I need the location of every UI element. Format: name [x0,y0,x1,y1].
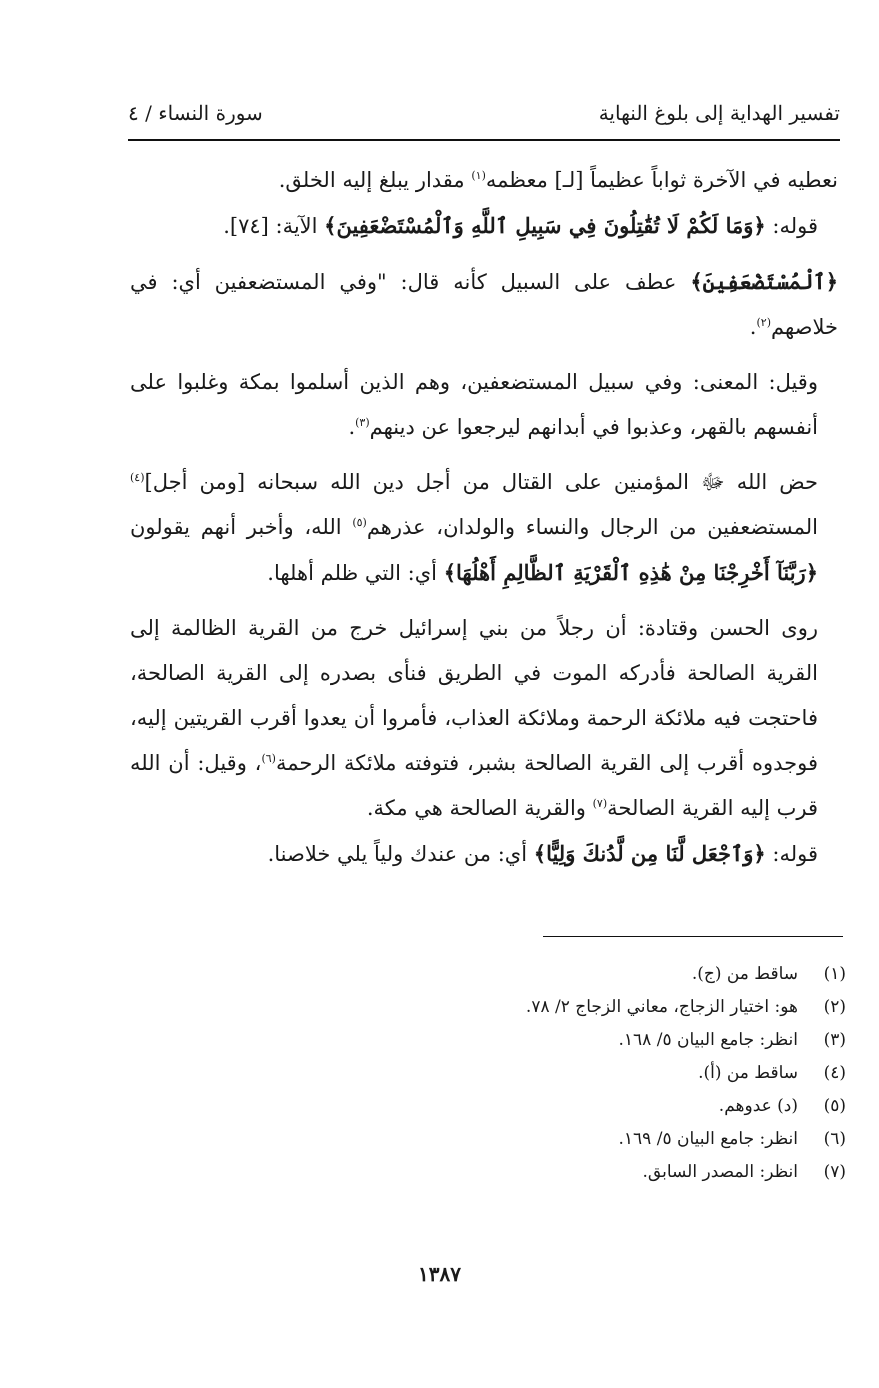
running-header [128,96,840,130]
text-run: حض الله ﷻ المؤمنين على القتال من أجل دين الله سبحانه [ومن أجل] [144,470,818,494]
text-run: نعطيه في الآخرة ثواباً عظيماً [لـ] معظمه [485,168,838,192]
quran-verse: ﴿ٱلْمُسْتَضْعَفِينَ﴾ [690,269,838,294]
footnote-ref-5: (٥) [352,516,367,529]
text-run: قوله: [765,214,818,238]
footnote-number: (٥) [823,1096,846,1116]
text-run: قوله: [765,842,818,866]
text-run: عطف على السبيل كأنه قال: "وفي المستضعفين أي: في خلاصهم [130,270,838,339]
text-run: أي: من عندك ولياً يلي خلاصنا. [267,842,534,866]
footnote-number: (٦) [823,1129,846,1149]
footnote-number: (٤) [823,1063,846,1083]
text-run: الله، وأخبر أنهم يقولون [130,515,353,539]
footnotes [300,958,846,1189]
text-run: مقدار يبلغ إليه الخلق. [278,168,472,192]
paragraph-1 [130,158,838,203]
header-rule [128,139,840,141]
footnote-ref-3: (٣) [355,416,370,429]
footnote-number: (٢) [823,997,846,1017]
footnote-item [300,1090,846,1123]
footnote-number: (٧) [823,1162,846,1182]
paragraph-2 [130,203,838,249]
footnote-text: ساقط من (أ). [698,1063,798,1083]
page-number: ١٣٨٧ [418,1262,461,1286]
paragraph-4 [130,360,838,450]
footnote-text: هو: اختيار الزجاج، معاني الزجاج ٢/ ٧٨. [525,997,798,1017]
footnote-rule [543,936,843,937]
quran-verse: ﴿رَبَّنَآ أَخْرِجْنَا مِنْ هَٰذِهِ ٱلْقَرْيَةِ ٱلظَّالِمِ أَهْلُهَا﴾ [443,560,818,585]
text-run: روى الحسن وقتادة: أن رجلاً من بني إسرائيل خرج من القرية الظالمة إلى القرية الصالحة فأدركه الموت في الطريق فنأى بصدره إلى القرية الصالحة، فاحتجت فيه ملائكة الرحمة وملائكة العذاب، فأمروا أن يعدوا أقرب القريتين إليه، فوجدوه أقرب إلى القرية الصالحة بشبر، فتوفته ملائكة الرحمة [130,616,818,775]
footnote-item [300,1024,846,1057]
quran-verse: ﴿وَٱجْعَل لَّنَا مِن لَّدُنكَ وَلِيًّا﴾ [533,841,766,866]
footnote-item [300,1057,846,1090]
quran-verse: ﴿وَمَا لَكُمْ لَا تُقَٰتِلُونَ فِي سَبِيلِ ٱللَّهِ وَٱلْمُسْتَضْعَفِينَ﴾ [324,213,766,238]
footnote-number: (٣) [823,1030,846,1050]
footnote-text: (د) عدوهم. [718,1096,798,1116]
text-run: . [749,315,757,339]
footnote-ref-4: (٤) [130,471,145,484]
footnote-item [300,1123,846,1156]
text-run: الآية: [٧٤]. [223,214,325,238]
book-title: تفسير الهداية إلى بلوغ النهاية [598,101,840,125]
paragraph-6 [130,606,838,831]
text-run: ، وقيل: أن الله قرب إليه القرية الصالحة [130,751,818,820]
footnote-ref-6: (٦) [261,752,276,765]
text-run: . [348,415,356,439]
footnote-ref-1: (١) [471,169,486,182]
text-run: المستضعفين من الرجال والنساء والولدان، عذرهم [366,515,818,539]
footnote-text: انظر: جامع البيان ٥/ ١٦٩. [618,1129,798,1149]
footnote-item [300,958,846,991]
footnote-ref-7: (٧) [592,797,608,810]
footnote-number: (١) [823,964,846,984]
paragraph-7 [130,831,838,877]
footnote-text: ساقط من (ج). [691,964,798,984]
footnote-item [300,1156,846,1189]
text-run: أي: التي ظلم أهلها. [267,561,444,585]
paragraph-5 [130,460,838,596]
text-run: وقيل: المعنى: وفي سبيل المستضعفين، وهم الذين أسلموا بمكة وغلبوا على أنفسهم بالقهر، وعذبوا في أبدانهم ليرجعوا عن دينهم [130,370,818,439]
footnote-ref-2: (٢) [756,316,771,329]
text-run: والقرية الصالحة هي مكة. [366,796,593,820]
footnote-item [300,991,846,1024]
main-text [130,158,838,887]
paragraph-3 [130,259,838,350]
surah-label: سورة النساء / ٤ [128,101,263,125]
footnote-text: انظر: جامع البيان ٥/ ١٦٨. [618,1030,798,1050]
footnote-text: انظر: المصدر السابق. [642,1162,798,1182]
